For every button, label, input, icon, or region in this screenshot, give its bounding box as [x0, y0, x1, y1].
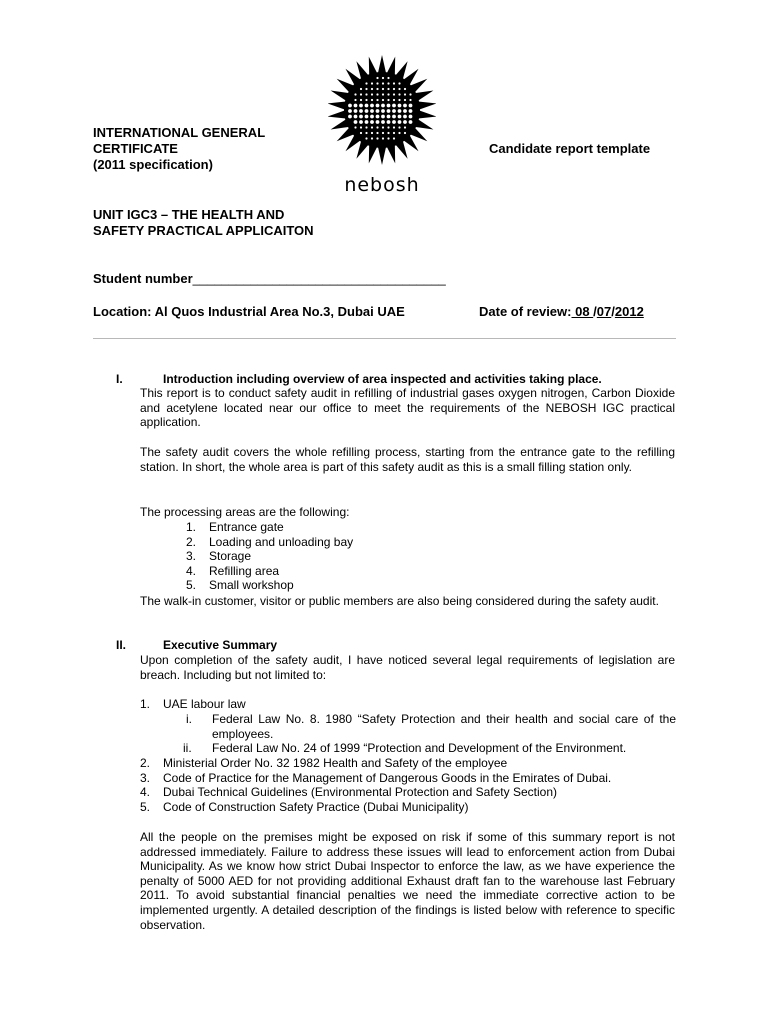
list-item: 4. Dubai Technical Guidelines (Environmental Protection and Safety Section) [140, 785, 557, 800]
legislation-list-continued [140, 756, 676, 814]
student-number-row [93, 271, 446, 287]
section-1-title: Introduction including overview of area inspected and activities taking place. [163, 372, 602, 386]
summary-paragraph-1: Upon completion of the safety audit, I have noticed several legal requirements of legislation are breach. Including but not limited to: [140, 653, 675, 682]
review-label: Date of review: [479, 304, 572, 319]
intro-paragraph-1: This report is to conduct safety audit in refilling of industrial gases oxygen nitrogen, Carbon Dioxide and acetylene located near our office to meet the requirements of the NEBOSH IGC practical application. [140, 386, 675, 430]
review-sep-1: / [593, 304, 597, 319]
legislation-list [140, 697, 676, 712]
processing-areas-list [186, 520, 486, 593]
list-item: 1. UAE labour law [140, 697, 246, 711]
unit-title [93, 207, 314, 239]
certificate-title-line2: CERTIFICATE [93, 141, 178, 156]
list-item: 3. Storage [186, 549, 252, 564]
section-2-numeral: II. [116, 638, 127, 652]
unit-title-line2: SAFETY PRACTICAL APPLICAITON [93, 223, 314, 238]
student-number-field[interactable]: ___________________________________ [192, 271, 446, 286]
list-item: 1. Entrance gate [186, 520, 284, 534]
review-year: 2012 [614, 304, 644, 319]
summary-paragraph-2: All the people on the premises might be exposed on risk if some of this summary report is not addressed immediately. Failure to address these issues will lead to enforcement action from Dubai Municipality. As we know how strict Dubai Inspector to enforce the law, as we have experience the penalty of 5000 AED for not providing additional Exhaust draft fan to the warehouse last February 2011. To avoid substantial financial penalties we need the immediate corrective action to be implemented urgently. A detailed description of the findings is listed below with reference to specific observation. [140, 830, 675, 932]
review-sep-2: / [611, 304, 615, 319]
list-item: 5. Small workshop [186, 578, 294, 593]
date-of-review [479, 304, 644, 320]
list-item: 5. Code of Construction Safety Practice (Dubai Municipality) [140, 799, 469, 814]
student-number-label: Student number [93, 271, 193, 286]
list-item: 3. Code of Practice for the Management of Dangerous Goods in the Emirates of Dubai. [140, 770, 612, 785]
list-item: ii. Federal Law No. 24 of 1999 “Protection and Development of the Environment. [183, 741, 627, 756]
section-2-title: Executive Summary [163, 638, 278, 652]
list-item: 2. Loading and unloading bay [186, 534, 354, 549]
list-item: i. Federal Law No. 8. 1980 “Safety Protection and their health and social care of the employees. [186, 712, 676, 741]
certificate-title [93, 125, 265, 173]
intro-paragraph-3: The processing areas are the following: [140, 505, 350, 519]
certificate-spec: (2011 specification) [93, 157, 213, 172]
template-label: Candidate report template [489, 141, 651, 156]
nebosh-logo [328, 50, 436, 200]
header-divider [93, 338, 676, 339]
legislation-sublist [140, 712, 676, 756]
list-item: 2. Ministerial Order No. 32 1982 Health and Safety of the employee [140, 756, 508, 770]
intro-paragraph-2: The safety audit covers the whole refilling process, starting from the entrance gate to the refilling station. In short, the whole area is part of this safety audit as this is a small filling station only. [140, 445, 675, 474]
list-item: 4. Refilling area [186, 563, 280, 578]
section-1-numeral: I. [116, 372, 123, 386]
location: Location: Al Quos Industrial Area No.3, Dubai UAE [93, 304, 405, 319]
logo-wordmark: nebosh [344, 174, 420, 196]
review-day: 08 [571, 304, 594, 319]
intro-paragraph-4: The walk-in customer, visitor or public members are also being considered during the safety audit. [140, 594, 659, 608]
unit-title-line1: UNIT IGC3 – THE HEALTH AND [93, 207, 285, 222]
certificate-title-line1: INTERNATIONAL GENERAL [93, 125, 266, 140]
nebosh-sun-icon [328, 50, 436, 172]
review-month: 07 [596, 304, 612, 319]
